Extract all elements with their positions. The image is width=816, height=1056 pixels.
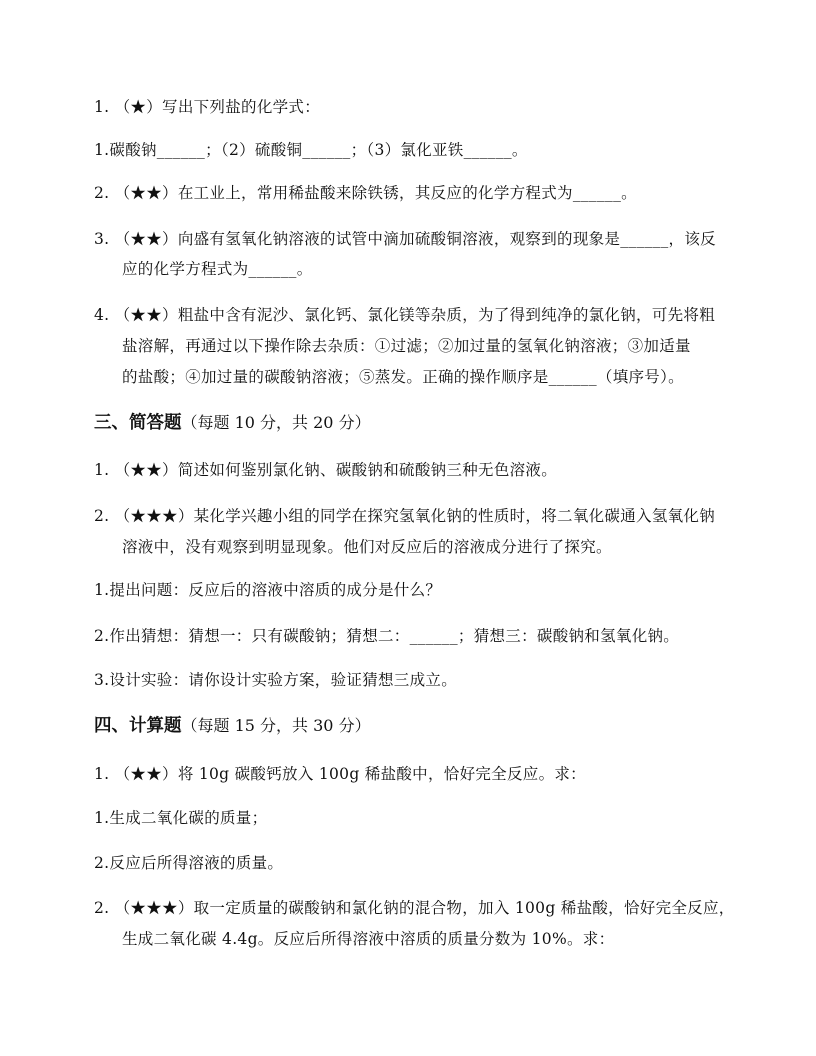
question-4-1-line1: 1. （★★）将 10g 碳酸钙放入 100g 稀盐酸中，恰好完全反应。求： (94, 765, 586, 783)
question-4-2-line2: 生成二氧化碳 4.4g。反应后所得溶液中溶质的质量分数为 10%。求： (122, 930, 615, 948)
question-2-4-line3: 的盐酸；④加过量的碳酸钠溶液；⑤蒸发。正确的操作顺序是______（填序号）。 (122, 368, 684, 386)
question-2-1-blanks: 1.碳酸钠______；（2）硫酸铜______；（3）氯化亚铁______。 (94, 141, 528, 159)
question-3-2-line1: 2. （★★★）某化学兴趣小组的同学在探究氢氧化钠的性质时，将二氧化碳通入氢氧化钠 (94, 507, 716, 525)
question-2-3-line1: 3. （★★）向盛有氢氧化钠溶液的试管中滴加硫酸铜溶液，观察到的现象是______，该反 (94, 230, 716, 248)
question-4-1-sub1: 1.生成二氧化碳的质量； (94, 809, 268, 827)
question-3-1: 1. （★★）简述如何鉴别氯化钠、碳酸钠和硫酸钠三种无色溶液。 (94, 461, 558, 479)
question-3-2-step3: 3.设计实验：请你设计实验方案，验证猜想三成立。 (94, 671, 457, 689)
question-2-4-line1: 4. （★★）粗盐中含有泥沙、氯化钙、氯化镁等杂质，为了得到纯净的氯化钠，可先将粗 (94, 306, 716, 324)
question-2-3-line2: 应的化学方程式为______。 (122, 260, 313, 278)
question-2-2: 2. （★★）在工业上，常用稀盐酸来除铁锈，其反应的化学方程式为______。 (94, 184, 637, 202)
question-3-2-step2: 2.作出猜想：猜想一：只有碳酸钠；猜想二：______；猜想三：碳酸钠和氢氧化钠。 (94, 627, 680, 645)
section-4-title: 四、计算题 (94, 716, 182, 736)
question-3-2-step1: 1.提出问题：反应后的溶液中溶质的成分是什么？ (94, 581, 442, 599)
question-3-2-line2: 溶液中，没有观察到明显现象。他们对反应后的溶液成分进行了探究。 (122, 538, 612, 556)
section-3-note: （每题 10 分，共 20 分） (181, 413, 371, 432)
section-4-heading (94, 715, 371, 737)
section-3-heading (94, 412, 371, 434)
section-4-note: （每题 15 分，共 30 分） (181, 716, 371, 735)
question-4-1-sub2: 2.反应后所得溶液的质量。 (94, 854, 284, 872)
question-2-4-line2: 盐溶解，再通过以下操作除去杂质：①过滤；②加过量的氢氧化钠溶液；③加适量 (122, 337, 691, 355)
question-4-2-line1: 2. （★★★）取一定质量的碳酸钠和氯化钠的混合物，加入 100g 稀盐酸，恰好完全反应， (94, 899, 735, 917)
question-2-1: 1. （★）写出下列盐的化学式： (94, 98, 321, 116)
section-3-title: 三、简答题 (94, 413, 182, 433)
